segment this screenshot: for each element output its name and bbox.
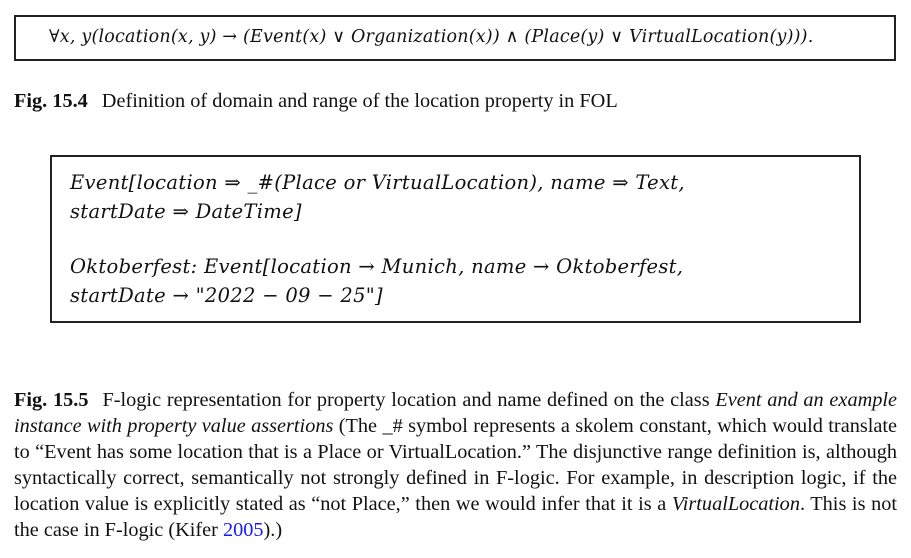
caption-text: . This is not the case in F-logic (Kifer: [14, 493, 897, 541]
fol-formula-box: [14, 15, 896, 61]
caption-text: F-logic representation for property location and name defined on the class: [102, 389, 716, 411]
citation-link[interactable]: 2005: [222, 519, 264, 541]
caption-text: ).): [263, 519, 283, 541]
flogic-line-instance: Oktoberfest: Event[location → Munich, name → Oktoberfest,: [70, 255, 684, 278]
fol-formula: ∀x, y(location(x, y) → (Event(x) ∨ Organization(x)) ∧ (Place(y) ∨ VirtualLocation(y))).: [49, 27, 814, 47]
flogic-line-class-definition: Event[location ⇒ _#(Place or VirtualLocation), name ⇒ Text,: [70, 171, 685, 194]
flogic-line-class-definition-cont: startDate ⇒ DateTime]: [70, 200, 302, 223]
figure-caption-15-5: [14, 387, 897, 543]
caption-text: (The _# symbol represents a skolem constant, which would translate to “Event has some location that is a Place or VirtualLocation.” The disjunctive range definition is, although syntactically correct, semantically not strongly defined in F-logic. For example, in description logic, if the location value is explicitly stated as “not Place,” then we would infer that it is a: [14, 415, 897, 515]
caption-text: Definition of domain and range of the location property in FOL: [101, 90, 618, 112]
figure-label: Fig. 15.5: [14, 389, 89, 411]
figure-caption-15-4: [14, 88, 897, 114]
flogic-line-instance-cont: startDate → "2022 − 09 − 25"]: [70, 284, 383, 307]
figure-label: Fig. 15.4: [14, 90, 88, 112]
flogic-formula-box: [50, 155, 861, 323]
caption-italic-text: Event and an example instance with property value assertions: [14, 389, 898, 437]
caption-italic-term: VirtualLocation: [671, 493, 800, 515]
